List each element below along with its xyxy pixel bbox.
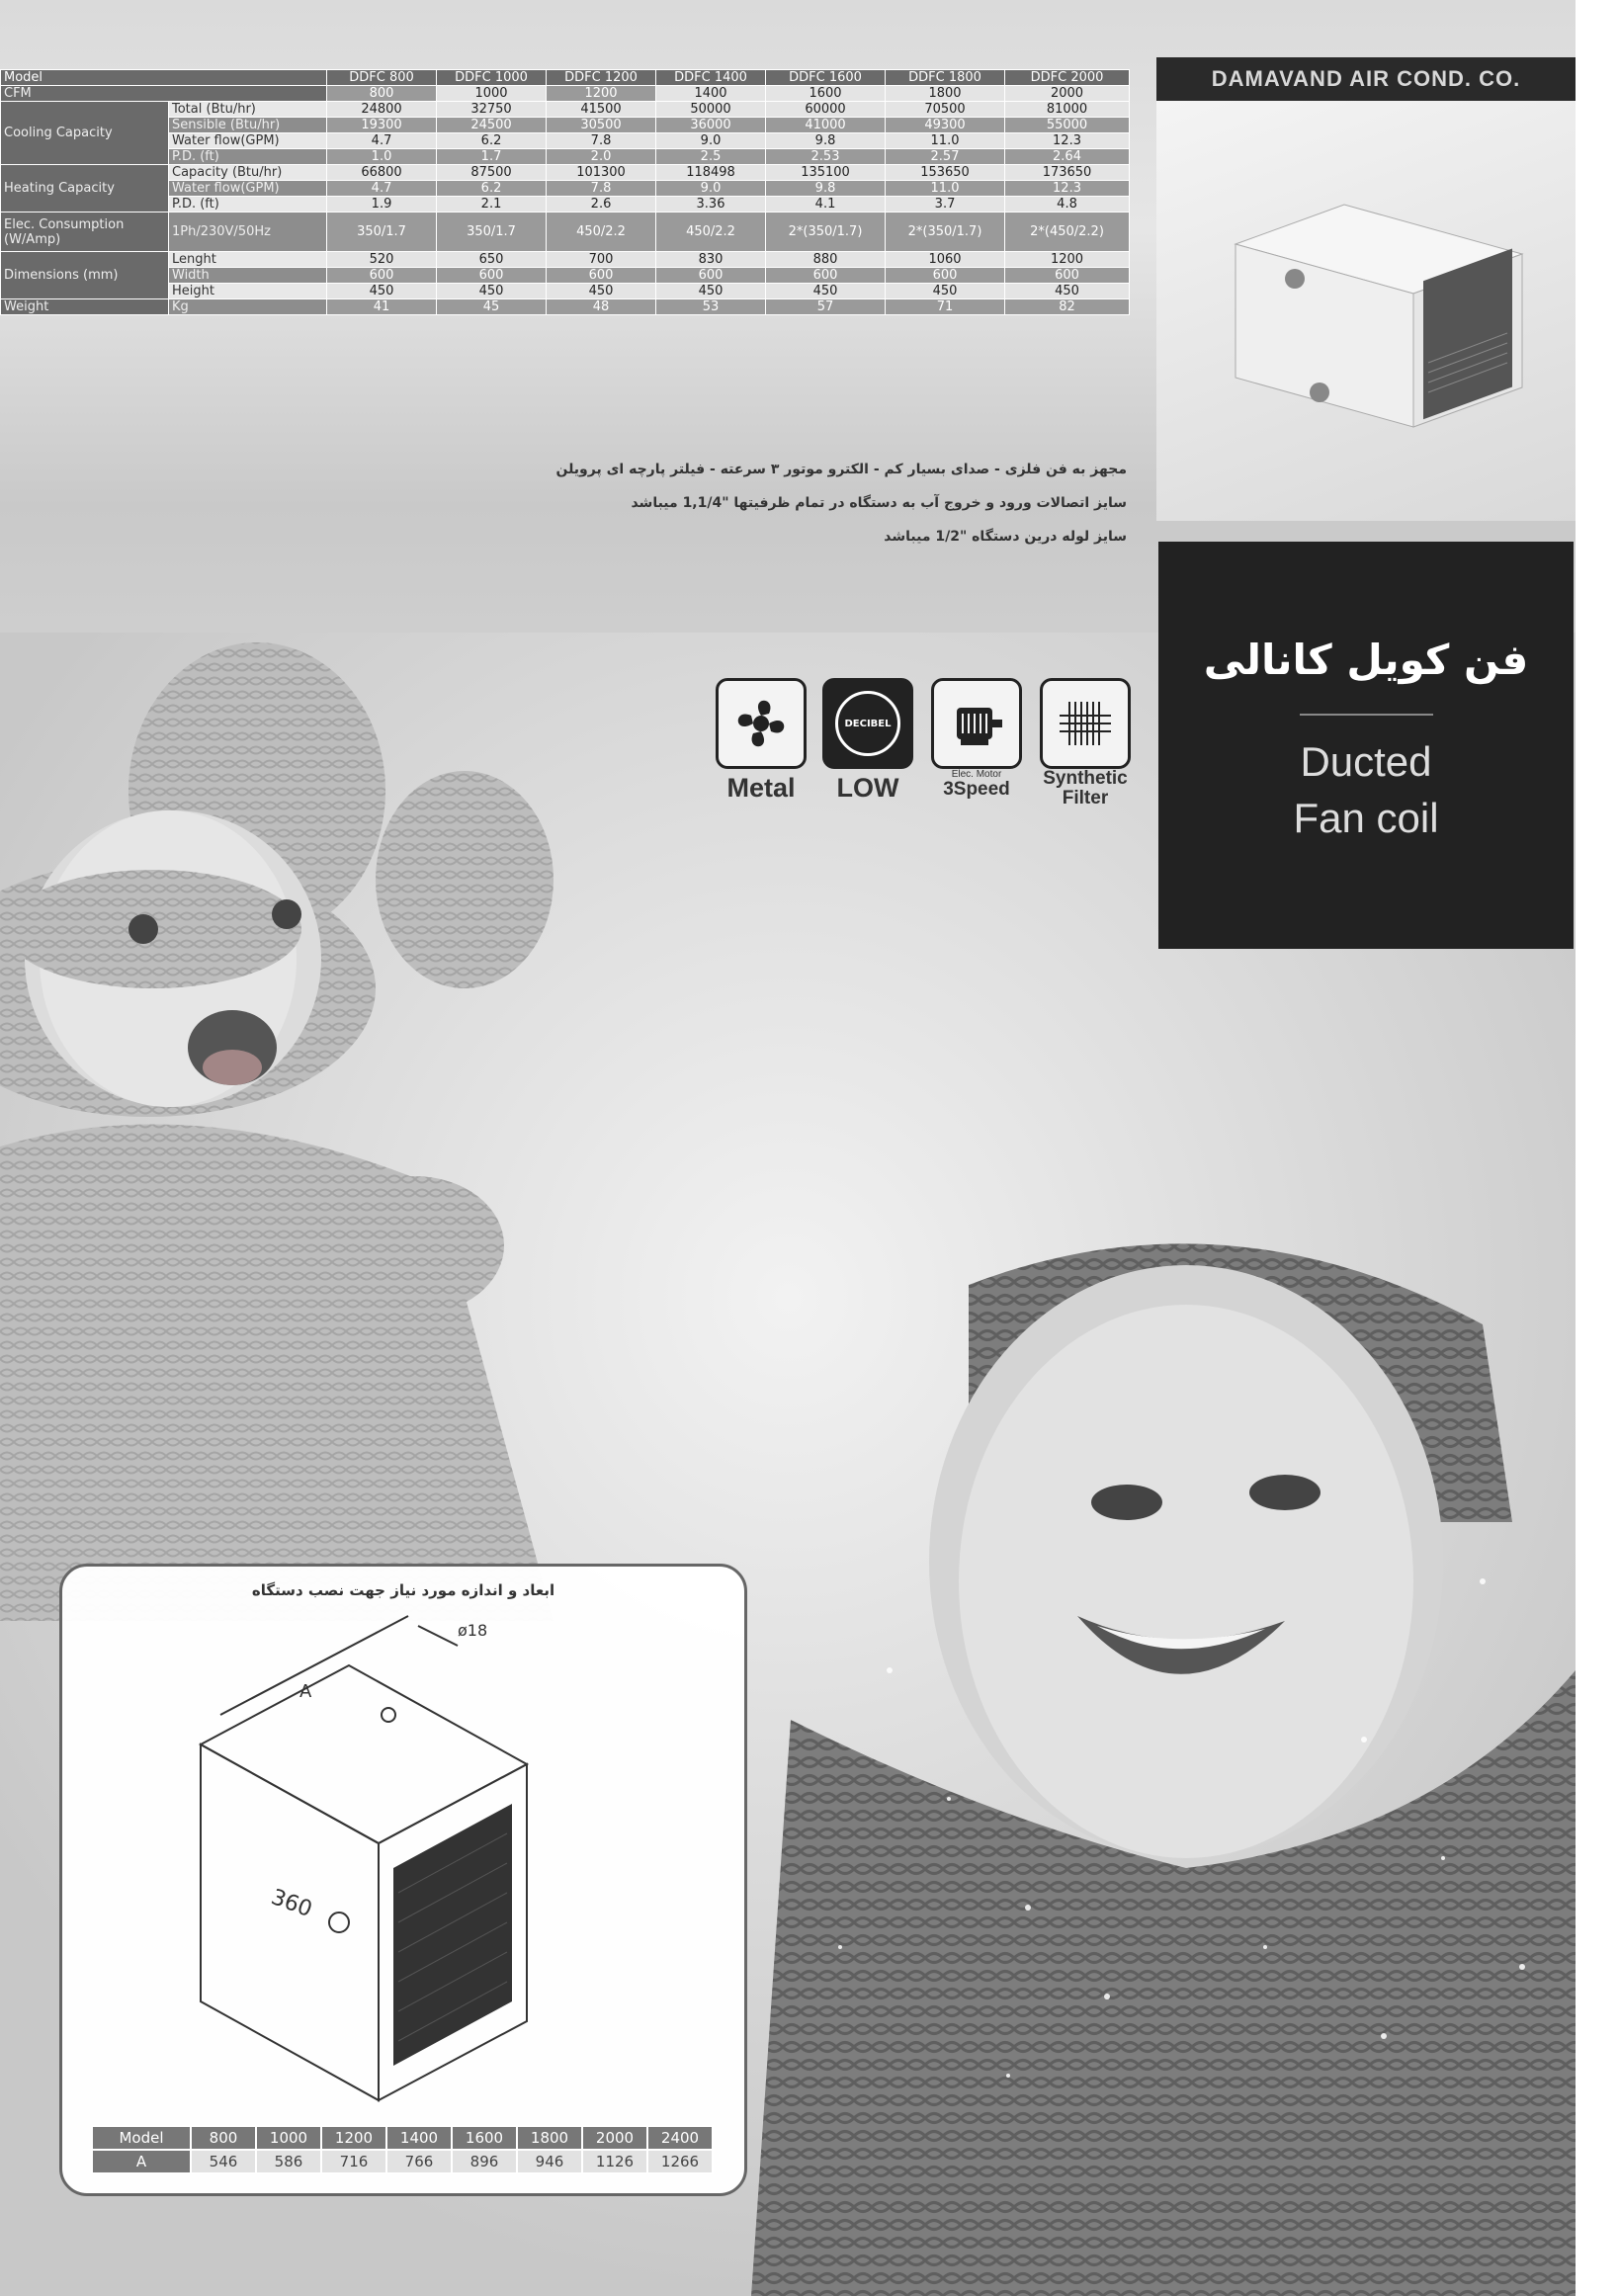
- row-label: Water flow(GPM): [169, 133, 327, 149]
- value-cell: 41000: [766, 118, 886, 133]
- row-label: Water flow(GPM): [169, 181, 327, 197]
- value-cell: 4.7: [327, 133, 437, 149]
- feature-label: Synthetic Filter: [1043, 768, 1128, 808]
- feature-metal: [710, 678, 812, 804]
- install-a-label: A: [92, 2150, 191, 2173]
- value-cell: 650: [437, 252, 547, 268]
- spec-table: [0, 69, 1130, 315]
- row-label: P.D. (ft): [169, 197, 327, 213]
- value-cell: 450: [437, 284, 547, 299]
- cfm-cell: 1400: [656, 86, 766, 102]
- row-label: Sensible (Btu/hr): [169, 118, 327, 133]
- weight-row: [1, 299, 1130, 315]
- value-cell: 41: [327, 299, 437, 315]
- value-cell: 53: [656, 299, 766, 315]
- row-label: P.D. (ft): [169, 149, 327, 165]
- value-cell: 41500: [547, 102, 656, 118]
- value-cell: 6.2: [437, 181, 547, 197]
- value-cell: 9.0: [656, 181, 766, 197]
- row-label: Width: [169, 268, 327, 284]
- value-cell: 71: [886, 299, 1005, 315]
- product-title-block: [1158, 542, 1574, 949]
- install-a-cell: 896: [452, 2150, 517, 2173]
- value-cell: 24800: [327, 102, 437, 118]
- dimensions-group-label: Dimensions (mm): [1, 252, 169, 299]
- feature-label: 3Speed: [943, 779, 1010, 800]
- install-a-cell: 766: [386, 2150, 452, 2173]
- value-cell: 1060: [886, 252, 1005, 268]
- cooling-pd-row: [1, 149, 1130, 165]
- feature-motor: [925, 678, 1028, 800]
- cfm-cell: 1200: [547, 86, 656, 102]
- fan-icon: [716, 678, 807, 769]
- value-cell: 600: [327, 268, 437, 284]
- value-cell: 600: [886, 268, 1005, 284]
- install-dim-table: [91, 2125, 714, 2174]
- value-cell: 2*(450/2.2): [1005, 213, 1130, 252]
- value-cell: 450: [327, 284, 437, 299]
- row-label: Height: [169, 284, 327, 299]
- value-cell: 12.3: [1005, 181, 1130, 197]
- decibel-icon-text: DECIBEL: [835, 691, 900, 756]
- value-cell: 450: [1005, 284, 1130, 299]
- install-model-cell: 1800: [517, 2126, 582, 2150]
- installation-drawing: [161, 1606, 675, 2110]
- row-label: Total (Btu/hr): [169, 102, 327, 118]
- value-cell: 2.6: [547, 197, 656, 213]
- install-a-cell: 946: [517, 2150, 582, 2173]
- heating-group-label: Heating Capacity: [1, 165, 169, 213]
- elec-row: [1, 213, 1130, 252]
- value-cell: 6.2: [437, 133, 547, 149]
- value-cell: 600: [437, 268, 547, 284]
- value-cell: 1.9: [327, 197, 437, 213]
- value-cell: 600: [1005, 268, 1130, 284]
- model-cell: DDFC 1800: [886, 70, 1005, 86]
- dimension-a-label: A: [299, 1681, 312, 1702]
- value-cell: 450/2.2: [656, 213, 766, 252]
- install-model-row: [92, 2126, 713, 2150]
- value-cell: 82: [1005, 299, 1130, 315]
- heating-capacity-row: [1, 165, 1130, 181]
- install-a-cell: 1266: [647, 2150, 713, 2173]
- model-label: Model: [1, 70, 327, 86]
- value-cell: 1.0: [327, 149, 437, 165]
- value-cell: 2.5: [656, 149, 766, 165]
- value-cell: 55000: [1005, 118, 1130, 133]
- model-row: [1, 70, 1130, 86]
- value-cell: 36000: [656, 118, 766, 133]
- value-cell: 450: [766, 284, 886, 299]
- value-cell: 9.8: [766, 133, 886, 149]
- value-cell: 48: [547, 299, 656, 315]
- install-a-cell: 546: [191, 2150, 256, 2173]
- value-cell: 32750: [437, 102, 547, 118]
- value-cell: 1200: [1005, 252, 1130, 268]
- elec-group-label: Elec. Consumption (W/Amp): [1, 213, 169, 252]
- installation-title: ابعاد و اندازه مورد نیاز جهت نصب دستگاه: [251, 1581, 555, 1599]
- dim-height-row: [1, 284, 1130, 299]
- value-cell: 11.0: [886, 133, 1005, 149]
- motor-icon: [931, 678, 1022, 769]
- value-cell: 135100: [766, 165, 886, 181]
- install-model-cell: 1000: [256, 2126, 321, 2150]
- cfm-cell: 1000: [437, 86, 547, 102]
- value-cell: 350/1.7: [327, 213, 437, 252]
- title-divider: [1300, 714, 1433, 716]
- value-cell: 87500: [437, 165, 547, 181]
- weight-group-label: Weight: [1, 299, 169, 315]
- cfm-cell: 1800: [886, 86, 1005, 102]
- value-cell: 600: [547, 268, 656, 284]
- feature-label: Metal: [726, 773, 796, 803]
- install-a-row: [92, 2150, 713, 2173]
- value-cell: 57: [766, 299, 886, 315]
- install-model-label: Model: [92, 2126, 191, 2150]
- value-cell: 450: [656, 284, 766, 299]
- value-cell: 450/2.2: [547, 213, 656, 252]
- product-title-en-2: Fan coil: [1293, 795, 1439, 841]
- value-cell: 450: [547, 284, 656, 299]
- value-cell: 700: [547, 252, 656, 268]
- value-cell: 2*(350/1.7): [886, 213, 1005, 252]
- value-cell: 49300: [886, 118, 1005, 133]
- fan-coil-unit-icon: [1226, 185, 1542, 432]
- cooling-waterflow-row: [1, 133, 1130, 149]
- value-cell: 66800: [327, 165, 437, 181]
- value-cell: 50000: [656, 102, 766, 118]
- cfm-row: [1, 86, 1130, 102]
- installation-panel: [59, 1564, 747, 2196]
- note-line: سایز لوله درین دستگاه "1/2 میباشد: [884, 529, 1127, 545]
- install-a-cell: 586: [256, 2150, 321, 2173]
- install-model-cell: 2000: [582, 2126, 647, 2150]
- value-cell: 45: [437, 299, 547, 315]
- feature-small-label: Elec. Motor: [951, 769, 1002, 780]
- value-cell: 2.0: [547, 149, 656, 165]
- row-label: 1Ph/230V/50Hz: [169, 213, 327, 252]
- row-label: Lenght: [169, 252, 327, 268]
- heating-pd-row: [1, 197, 1130, 213]
- product-title-en-1: Ducted: [1300, 738, 1432, 785]
- value-cell: 2.1: [437, 197, 547, 213]
- value-cell: 4.7: [327, 181, 437, 197]
- product-image: [1156, 101, 1576, 521]
- dim-width-row: [1, 268, 1130, 284]
- install-model-cell: 2400: [647, 2126, 713, 2150]
- value-cell: 4.1: [766, 197, 886, 213]
- value-cell: 60000: [766, 102, 886, 118]
- value-cell: 3.7: [886, 197, 1005, 213]
- decibel-icon: [822, 678, 913, 769]
- value-cell: 81000: [1005, 102, 1130, 118]
- row-label: Capacity (Btu/hr): [169, 165, 327, 181]
- install-model-cell: 800: [191, 2126, 256, 2150]
- note-line: سایز اتصالات ورود و خروج آب به دستگاه در تمام ظرفیتها "1,1/4 میباشد: [631, 495, 1127, 511]
- value-cell: 3.36: [656, 197, 766, 213]
- value-cell: 7.8: [547, 181, 656, 197]
- value-cell: 2*(350/1.7): [766, 213, 886, 252]
- feature-label: LOW: [836, 773, 899, 803]
- value-cell: 118498: [656, 165, 766, 181]
- cooling-group-label: Cooling Capacity: [1, 102, 169, 165]
- hole-label: ø18: [458, 1621, 488, 1640]
- value-cell: 173650: [1005, 165, 1130, 181]
- model-cell: DDFC 2000: [1005, 70, 1130, 86]
- value-cell: 2.57: [886, 149, 1005, 165]
- value-cell: 12.3: [1005, 133, 1130, 149]
- value-cell: 9.0: [656, 133, 766, 149]
- cfm-cell: 800: [327, 86, 437, 102]
- install-model-cell: 1400: [386, 2126, 452, 2150]
- cfm-label: CFM: [1, 86, 327, 102]
- value-cell: 7.8: [547, 133, 656, 149]
- row-label: Kg: [169, 299, 327, 315]
- value-cell: 520: [327, 252, 437, 268]
- value-cell: 9.8: [766, 181, 886, 197]
- value-cell: 19300: [327, 118, 437, 133]
- feature-low-noise: [816, 678, 919, 804]
- cooling-total-row: [1, 102, 1130, 118]
- value-cell: 153650: [886, 165, 1005, 181]
- model-cell: DDFC 1400: [656, 70, 766, 86]
- install-a-cell: 1126: [582, 2150, 647, 2173]
- value-cell: 2.64: [1005, 149, 1130, 165]
- dim-length-row: [1, 252, 1130, 268]
- brand-bar: DAMAVAND AIR COND. CO.: [1156, 57, 1576, 101]
- model-cell: DDFC 800: [327, 70, 437, 86]
- spec-notes: [435, 453, 1127, 553]
- cfm-cell: 1600: [766, 86, 886, 102]
- model-cell: DDFC 1000: [437, 70, 547, 86]
- value-cell: 600: [766, 268, 886, 284]
- install-model-cell: 1200: [321, 2126, 386, 2150]
- filter-icon: [1040, 678, 1131, 769]
- value-cell: 830: [656, 252, 766, 268]
- heating-waterflow-row: [1, 181, 1130, 197]
- value-cell: 30500: [547, 118, 656, 133]
- value-cell: 24500: [437, 118, 547, 133]
- value-cell: 350/1.7: [437, 213, 547, 252]
- value-cell: 1.7: [437, 149, 547, 165]
- value-cell: 880: [766, 252, 886, 268]
- value-cell: 11.0: [886, 181, 1005, 197]
- install-a-cell: 716: [321, 2150, 386, 2173]
- value-cell: 450: [886, 284, 1005, 299]
- depth-label: 360: [267, 1885, 315, 1923]
- value-cell: 70500: [886, 102, 1005, 118]
- feature-filter: [1034, 678, 1137, 808]
- value-cell: 101300: [547, 165, 656, 181]
- value-cell: 2.53: [766, 149, 886, 165]
- note-line: مجهز به فن فلزی - صدای بسیار کم - الکترو موتور ۳ سرعته - فیلتر پارچه ای پرویلن: [555, 462, 1127, 477]
- install-model-cell: 1600: [452, 2126, 517, 2150]
- value-cell: 4.8: [1005, 197, 1130, 213]
- cooling-sensible-row: [1, 118, 1130, 133]
- model-cell: DDFC 1600: [766, 70, 886, 86]
- model-cell: DDFC 1200: [547, 70, 656, 86]
- value-cell: 600: [656, 268, 766, 284]
- product-title-fa: فن کویل کانالی: [1203, 636, 1529, 684]
- cfm-cell: 2000: [1005, 86, 1130, 102]
